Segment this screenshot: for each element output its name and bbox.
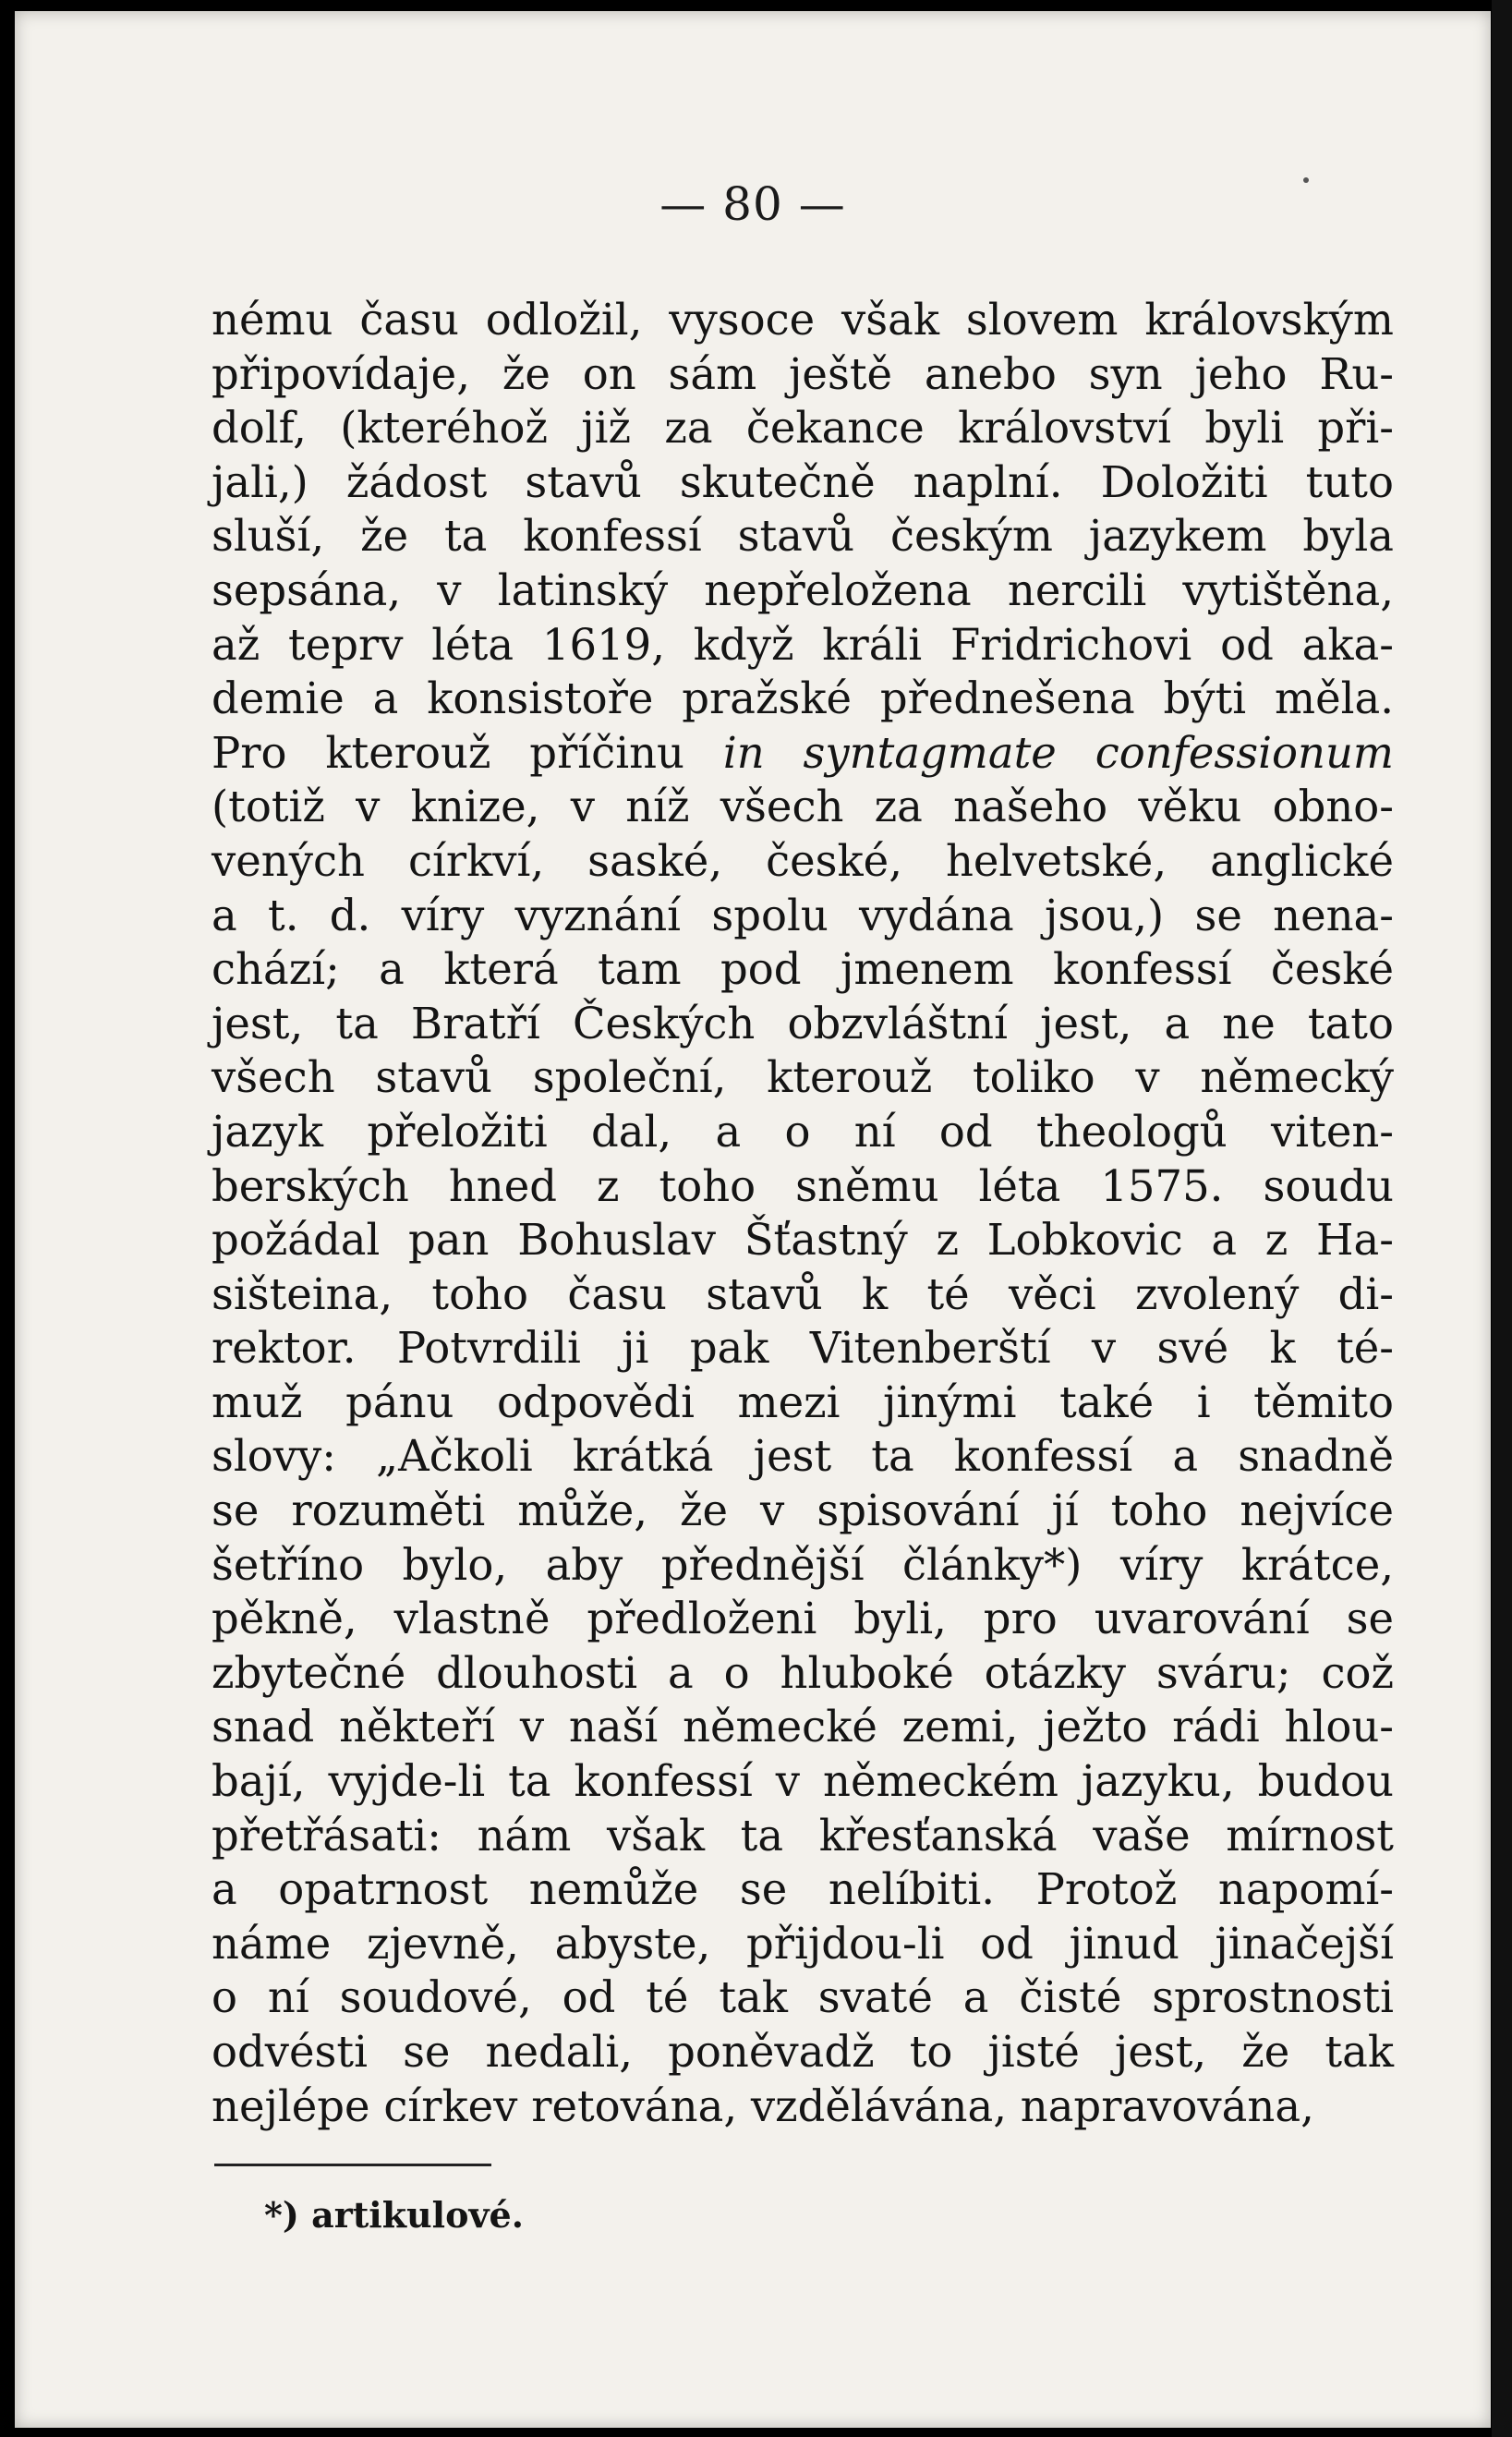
text-line: muž pánu odpovědi mezi jinými také i těmito [212,1376,1394,1427]
text-line: demie a konsistoře pražské přednešena býti měla. [212,673,1394,724]
text-line: dolf, (kteréhož již za čekance království byli při- [212,403,1394,454]
text-line: připovídaje, že on sám ještě anebo syn jeho Ru- [212,348,1394,399]
book-page [15,11,1491,2428]
text-line: všech stavů společní, kterouž toliko v německý [212,1052,1394,1103]
text-line: slovy: „Ačkoli krátká jest ta konfessí a snadně [212,1431,1394,1482]
text-line: sluší, že ta konfessí stavů českým jazykem byla [212,511,1394,562]
body-text [212,293,1394,2133]
text-line: bají, vyjde-li ta konfessí v německém jazyku, budou [212,1756,1394,1807]
text-line: sišteina, toho času stavů k té věci zvolený di- [212,1268,1394,1319]
text-line: šetříno bylo, aby přednější články*) víry krátce, [212,1539,1394,1590]
text-line: jest, ta Bratří Českých obzvláštní jest, a ne tato [212,998,1394,1049]
text-line: pěkně, vlastně předloženi byli, pro uvarování se [212,1594,1394,1644]
text-line: požádal pan Bohuslav Šťastný z Lobkovic a z Ha- [212,1215,1394,1266]
text-line-with-italic [212,726,1394,781]
text-line: odvésti se nedali, poněvadž to jisté jest, že tak [212,2027,1394,2077]
text-line: o ní soudové, od té tak svaté a čisté sprostnosti [212,1972,1394,2023]
text-line: rektor. Potvrdili ji pak Vitenberští v své k té- [212,1323,1394,1374]
text-line: nému času odložil, vysoce však slovem královským [212,295,1394,345]
text-line: a opatrnost nemůže se nelíbiti. Protož napomí- [212,1864,1394,1915]
text-line: jazyk přeložiti dal, a o ní od theologů viten- [212,1106,1394,1157]
text-line: berských hned z toho sněmu léta 1575. soudu [212,1160,1394,1211]
text-run: Pro kterouž příčinu [212,727,723,778]
footnote: *) artikulové. [264,2194,524,2236]
scan-edge [1492,0,1512,2437]
italic-latin-phrase: in syntagmate confessionum [722,727,1394,778]
text-line: (totiž v knize, v níž všech za našeho věku obno- [212,782,1394,832]
text-line: vených církví, saské, české, helvetské, anglické [212,835,1394,886]
text-line: až teprv léta 1619, když králi Fridrichovi od aka- [212,619,1394,670]
text-line: sepsána, v latinský nepřeložena nercili vytištěna, [212,564,1394,615]
text-line: snad někteří v naší německé zemi, ježto rádi hlou- [212,1702,1394,1752]
page-number: — 80 — [659,177,846,231]
text-line: chází; a která tam pod jmenem konfessí české [212,944,1394,995]
text-line: přetřásati: nám však ta křesťanská vaše mírnost [212,1810,1394,1861]
text-line: jali,) žádost stavů skutečně naplní. Doložiti tuto [212,456,1394,507]
text-line: a t. d. víry vyznání spolu vydána jsou,) se nena- [212,890,1394,940]
footnote-separator [214,2164,491,2166]
text-line: náme zjevně, abyste, přijdou-li od jinud jinačejší [212,1918,1394,1969]
text-line: se rozuměti může, že v spisování jí toho nejvíce [212,1485,1394,1536]
text-line: zbytečné dlouhosti a o hluboké otázky sváru; což [212,1647,1394,1698]
text-line: nejlépe církev retována, vzdělávána, napravována, [212,2080,1314,2131]
